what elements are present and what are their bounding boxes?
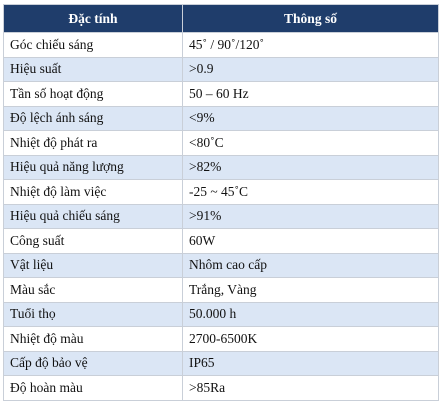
header-cell-property: Đặc tính: [4, 5, 183, 33]
property-cell: Cấp độ bảo vệ: [4, 351, 183, 376]
table-row: [4, 376, 439, 401]
table-row: [4, 204, 439, 229]
value-cell: >91%: [183, 204, 439, 229]
property-cell: Vật liệu: [4, 253, 183, 278]
table-row: [4, 82, 439, 107]
table-row: [4, 327, 439, 352]
table-row: [4, 57, 439, 82]
value-cell: <80˚C: [183, 131, 439, 156]
value-cell: 60W: [183, 229, 439, 254]
value-cell: <9%: [183, 106, 439, 131]
table-body: [4, 33, 439, 401]
table-row: [4, 180, 439, 205]
property-cell: Hiệu suất: [4, 57, 183, 82]
table-row: [4, 106, 439, 131]
table-header-row: [4, 5, 439, 33]
value-cell: Trắng, Vàng: [183, 278, 439, 303]
table-row: [4, 351, 439, 376]
property-cell: Màu sắc: [4, 278, 183, 303]
table-row: [4, 253, 439, 278]
value-cell: >0.9: [183, 57, 439, 82]
table-row: [4, 229, 439, 254]
value-cell: 2700-6500K: [183, 327, 439, 352]
property-cell: Nhiệt độ màu: [4, 327, 183, 352]
table-row: [4, 155, 439, 180]
property-cell: Góc chiếu sáng: [4, 33, 183, 58]
value-cell: >82%: [183, 155, 439, 180]
table-row: [4, 131, 439, 156]
value-cell: IP65: [183, 351, 439, 376]
property-cell: Hiệu quả năng lượng: [4, 155, 183, 180]
property-cell: Độ lệch ánh sáng: [4, 106, 183, 131]
property-cell: Tần số hoạt động: [4, 82, 183, 107]
property-cell: Công suất: [4, 229, 183, 254]
property-cell: Hiệu quả chiếu sáng: [4, 204, 183, 229]
value-cell: Nhôm cao cấp: [183, 253, 439, 278]
property-cell: Nhiệt độ phát ra: [4, 131, 183, 156]
table-row: [4, 302, 439, 327]
value-cell: 50 – 60 Hz: [183, 82, 439, 107]
header-cell-value: Thông số: [183, 5, 439, 33]
property-cell: Tuổi thọ: [4, 302, 183, 327]
property-cell: Nhiệt độ làm việc: [4, 180, 183, 205]
table-row: [4, 278, 439, 303]
value-cell: 50.000 h: [183, 302, 439, 327]
spec-table: [3, 4, 439, 401]
value-cell: 45˚ / 90˚/120˚: [183, 33, 439, 58]
value-cell: -25 ~ 45˚C: [183, 180, 439, 205]
property-cell: Độ hoàn màu: [4, 376, 183, 401]
table-row: [4, 33, 439, 58]
value-cell: >85Ra: [183, 376, 439, 401]
